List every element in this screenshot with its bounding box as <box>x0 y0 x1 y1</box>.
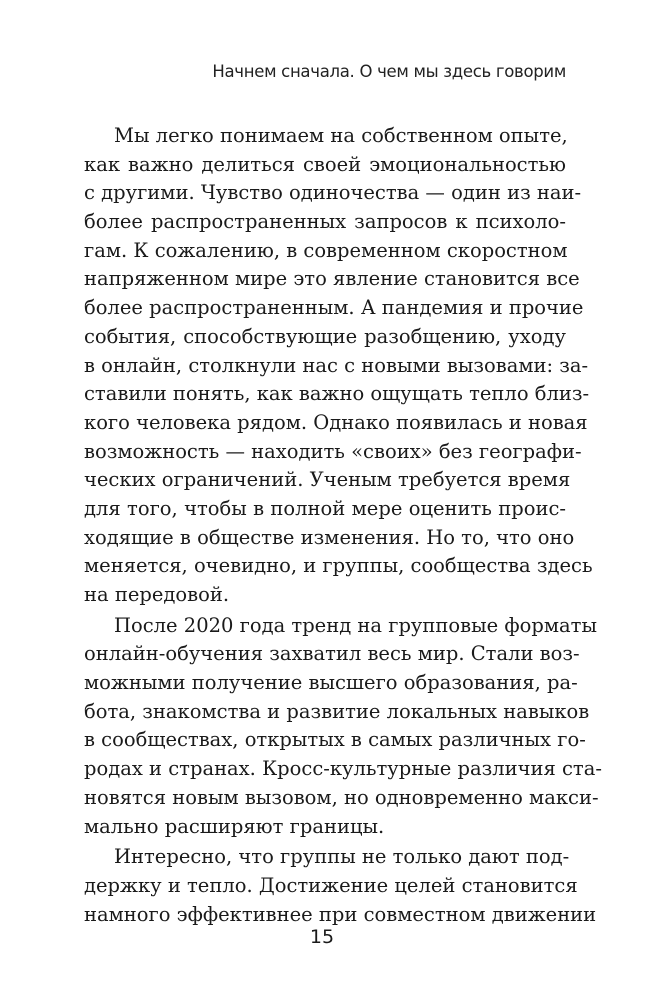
text-line: гам. К сожалению, в современном скоростном <box>84 238 568 262</box>
text-line: Мы легко понимаем на собственном опыте, <box>114 124 568 147</box>
text-line: для того, чтобы в полной мере оценить проис- <box>84 496 566 520</box>
text-line: кого человека рядом. Однако появилась и новая <box>84 410 588 434</box>
text-line: меняется, очевидно, и группы, сообщества здесь <box>84 554 593 578</box>
text-line: напряженном мире это явление становится все <box>84 267 580 291</box>
text-line: Интересно, что группы не только дают под- <box>114 845 570 869</box>
text-line: держку и тепло. Достижение целей становится <box>84 873 578 897</box>
text-line: родах и странах. Кросс-культурные различия ста- <box>84 757 602 781</box>
paragraph <box>84 843 597 929</box>
text-line: в онлайн, столкнули нас с новыми вызовами: за- <box>84 353 589 377</box>
text-line: После 2020 года тренд на групповые форматы <box>114 613 597 637</box>
text-line: возможность — находить «своих» без географи- <box>84 439 582 463</box>
text-line: события, способствующие разобщению, уходу <box>84 324 566 348</box>
text-line: более распространенных запросов к психоло- <box>84 210 566 234</box>
text-line: более распространенным. А пандемия и прочие <box>84 296 584 320</box>
text-line: ставили понять, как важно ощущать тепло близ- <box>84 382 590 406</box>
text-line: бота, знакомства и развитие локальных навыков <box>84 699 590 723</box>
text-line: ходящие в обществе изменения. Но то, что оно <box>84 525 575 549</box>
paragraph <box>84 612 602 842</box>
text-line: ческих ограничений. Ученым требуется время <box>84 468 571 492</box>
running-header: Начнем сначала. О чем мы здесь говорим <box>212 62 566 81</box>
page-number: 15 <box>309 926 335 948</box>
body-text <box>84 122 602 931</box>
text-line: намного эффективнее при совместном движении <box>84 902 597 926</box>
text-line: как важно делиться своей эмоциональностью <box>84 152 566 176</box>
text-line: на передовой. <box>84 583 230 606</box>
text-line: мально расширяют границы. <box>84 814 385 838</box>
text-line: онлайн-обучения захватил весь мир. Стали воз- <box>84 642 580 666</box>
paragraph <box>84 122 593 610</box>
text-line: можными получение высшего образования, ра- <box>84 671 578 695</box>
text-line: новятся новым вызовом, но одновременно макси- <box>84 785 599 809</box>
text-line: в сообществах, открытых в самых различных го- <box>84 728 586 752</box>
text-line: с другими. Чувство одиночества — один из наи- <box>84 181 582 205</box>
